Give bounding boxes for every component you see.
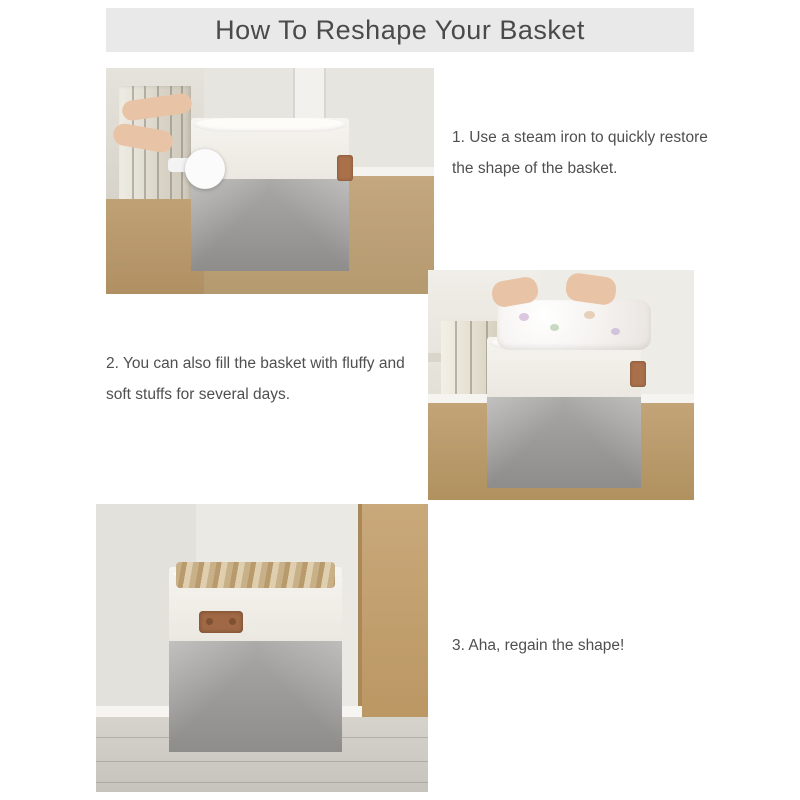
- basket-fold-right: [270, 176, 349, 271]
- floral-blanket: [497, 300, 651, 351]
- step-1-photo: [106, 68, 434, 294]
- step-3-text: 3. Aha, regain the shape!: [452, 637, 625, 654]
- scene-fill-basket: [428, 270, 694, 500]
- storage-basket: [191, 118, 348, 272]
- page-title: How To Reshape Your Basket: [215, 14, 585, 45]
- leather-handle: [199, 611, 243, 633]
- leather-handle: [337, 155, 353, 181]
- folded-linens: [176, 562, 335, 588]
- steam-iron: [185, 149, 225, 189]
- step-2-text: 2. You can also fill the basket with fluffy and soft stuffs for several days.: [106, 355, 405, 403]
- basket-fold-left: [191, 176, 270, 271]
- leather-handle: [630, 361, 646, 387]
- step-3-photo: [96, 504, 428, 792]
- storage-basket: [169, 567, 342, 751]
- basket-fold-right: [255, 637, 341, 751]
- step-1-text: 1. Use a steam iron to quickly restore the shape of the basket.: [452, 129, 708, 177]
- step-2-photo: [428, 270, 694, 500]
- basket-fold-right: [564, 394, 641, 488]
- basket-fold-left: [169, 637, 255, 751]
- scene-finished-basket: [96, 504, 428, 792]
- cork-floor-left: [106, 199, 204, 294]
- storage-basket: [487, 337, 641, 489]
- page-title-banner: [106, 8, 694, 52]
- scene-steam-iron: [106, 68, 434, 294]
- basket-fold-left: [487, 394, 564, 488]
- basket-rim: [194, 118, 345, 132]
